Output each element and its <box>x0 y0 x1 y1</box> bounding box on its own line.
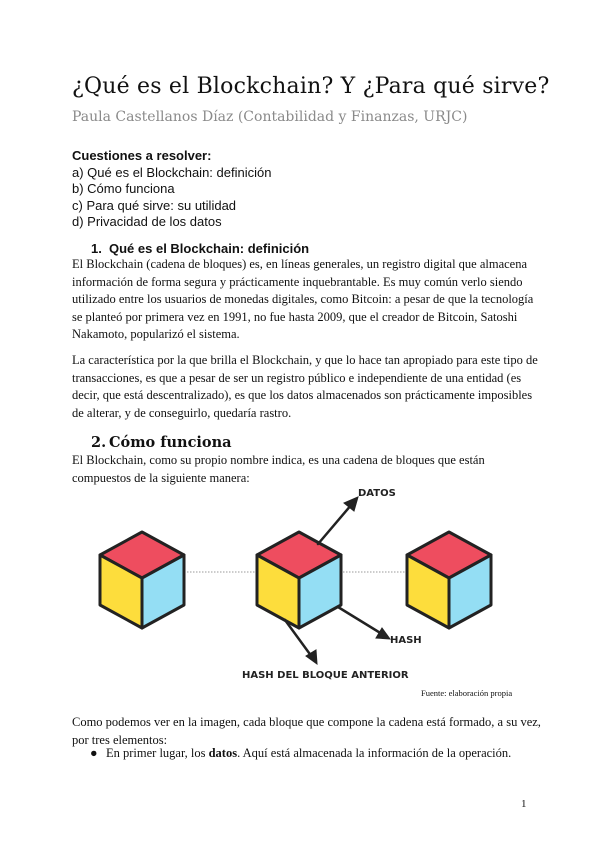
bullet-text-post: . Aquí está almacenada la información de la operación. <box>237 746 512 760</box>
section-1-paragraph-1 <box>72 256 532 344</box>
questions-list <box>72 148 271 231</box>
text-line: El Blockchain, como su propio nombre indica, es una cadena de bloques que están <box>72 453 485 467</box>
text-line: decir, que está descentralizado), es que los datos almacenados son prácticamente imposibles <box>72 388 533 402</box>
label-prev-hash: HASH DEL BLOQUE ANTERIOR <box>242 670 409 681</box>
bullet-dot-icon: ● <box>90 746 98 760</box>
label-hash: HASH <box>390 635 422 646</box>
text-line: compuestos de la siguiente manera: <box>72 470 250 485</box>
block-cube-1 <box>100 532 184 628</box>
label-datos: DATOS <box>358 488 396 499</box>
text-line: El Blockchain (cadena de bloques) es, en líneas generales, un registro digital que almacena <box>72 257 528 271</box>
text-line: Como podemos ver en la imagen, cada bloque que compone la cadena está formado, a su vez, <box>72 715 541 729</box>
section-1-number: 1. <box>91 241 102 256</box>
text-line: de alterar, y de conseguirlo, quedaría rastro. <box>72 405 292 420</box>
question-item: a) Qué es el Blockchain: definición <box>72 164 272 180</box>
text-line: por tres elementos: <box>72 732 168 747</box>
author-line: Paula Castellanos Díaz (Contabilidad y Finanzas, URJC) <box>72 109 468 125</box>
page-number: 1 <box>521 798 527 810</box>
bullet-text-bold: datos <box>208 746 238 760</box>
arrow-datos <box>318 504 352 544</box>
section-2-number: 2. <box>91 434 107 451</box>
blockchain-figure <box>90 480 530 685</box>
text-line: Nakamoto, popularizó el sistema. <box>72 327 240 341</box>
questions-heading: Cuestiones a resolver: <box>72 148 212 163</box>
block-cube-2 <box>257 532 341 628</box>
question-item: c) Para qué sirve: su utilidad <box>72 197 237 213</box>
text-line: utilizado entre los usuarios de monedas digitales, como Bitcoin: a pesar de que la tecnología <box>72 292 534 306</box>
bullet-text-pre: En primer lugar, los <box>106 746 209 760</box>
block-cube-3 <box>407 532 491 628</box>
figure-caption: Fuente: elaboración propia <box>421 688 513 698</box>
text-line: transacciones, es que a pesar de ser un registro público e independiente de una entidad (es <box>72 370 522 385</box>
arrow-hash <box>338 607 382 634</box>
section-1-heading <box>91 241 309 256</box>
arrow-head <box>344 497 358 511</box>
bullet-item <box>90 746 511 761</box>
arrow-head <box>376 628 390 639</box>
section-1-paragraph-2 <box>72 352 538 422</box>
text-line: se planteó por primera vez en 1991, no fue hasta 2009, que el creador de Bitcoin, Satoshi <box>72 309 518 324</box>
question-item: b) Cómo funciona <box>72 181 175 196</box>
question-item: d) Privacidad de los datos <box>72 214 222 229</box>
document-title: ¿Qué es el Blockchain? Y ¿Para qué sirve? <box>72 74 550 99</box>
text-line: La característica por la que brilla el Blockchain, y que lo hace tan apropiado para este tipo de <box>72 353 538 367</box>
section-1-title: Qué es el Blockchain: definición <box>109 241 310 256</box>
section-2-after-figure <box>72 714 541 749</box>
text-line: información de forma segura y prácticamente inquebrantable. Es muy común verlo siendo <box>72 274 523 289</box>
section-2-title: Cómo funciona <box>109 434 232 451</box>
section-2-heading <box>91 434 232 451</box>
